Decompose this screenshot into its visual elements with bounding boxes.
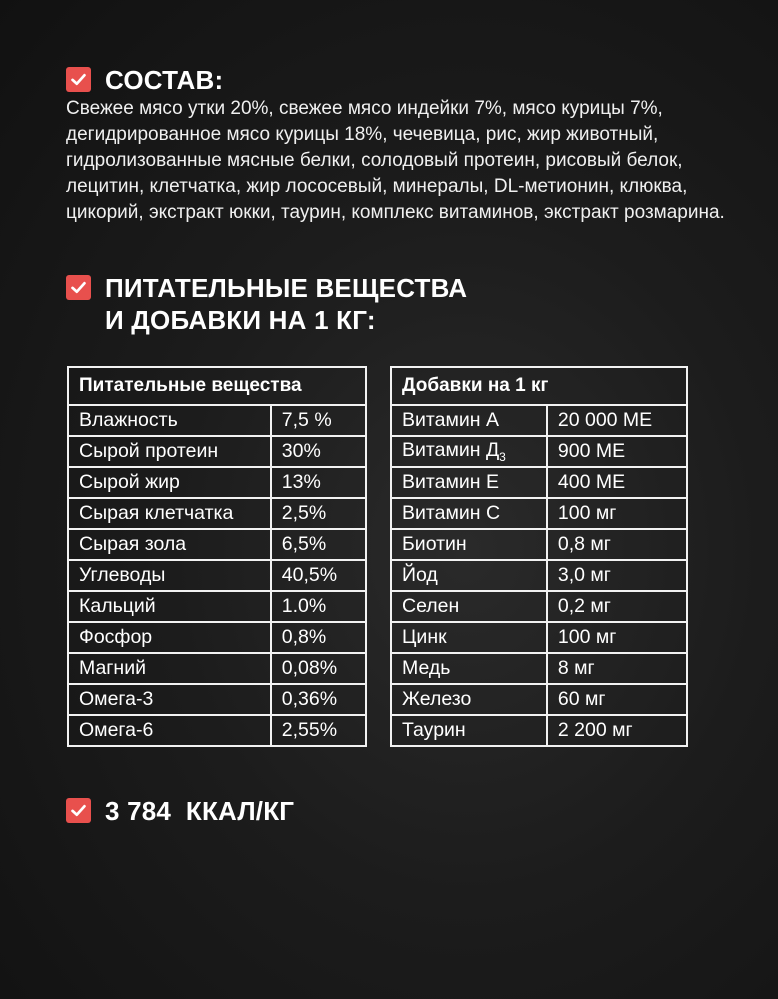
table-row [68, 436, 366, 467]
row-value: 2 200 мг [547, 715, 687, 746]
row-value: 100 мг [547, 622, 687, 653]
table-row [68, 684, 366, 715]
table-row [68, 529, 366, 560]
row-name [391, 715, 547, 746]
row-name-text: Таурин [402, 719, 466, 741]
row-name-text: Кальций [79, 595, 156, 617]
row-value: 2,5% [271, 498, 366, 529]
table-row [68, 622, 366, 653]
row-value: 100 мг [547, 498, 687, 529]
row-name-text: Магний [79, 657, 146, 679]
checkmark-icon [66, 798, 91, 823]
nutrients-heading [66, 272, 467, 336]
row-name [68, 715, 271, 746]
composition-text: Свежее мясо утки 20%, свежее мясо индейки 7%, мясо курицы 7%, дегидрированное мясо курицы 18%, чечевица, рис, жир животный, гидролизованные мясные белки, солодовый протеин, рисовый белок, лецитин, клетчатка, жир лососевый, минералы, DL-метионин, клюква, цикорий, экстракт юкки, таурин, комплекс витаминов, экстракт розмарина. [66, 98, 725, 223]
additives-table-header-row [391, 367, 687, 405]
nutrients-table-header-row [68, 367, 366, 405]
table-row [391, 653, 687, 684]
table-row [391, 715, 687, 746]
row-value: 3,0 мг [547, 560, 687, 591]
nutrients-table-header: Питательные вещества [68, 367, 366, 405]
row-name-text: Витамин Д [402, 439, 500, 462]
row-value: 2,55% [271, 715, 366, 746]
row-name-text: Железо [402, 688, 472, 710]
row-name [68, 684, 271, 715]
row-name-text: Витамин С [402, 502, 501, 524]
energy-heading [66, 795, 294, 827]
row-name [391, 653, 547, 684]
composition-title: СОСТАВ: [105, 65, 224, 95]
row-name [391, 591, 547, 622]
row-name [391, 436, 547, 467]
row-name [68, 405, 271, 436]
row-value: 0,2 мг [547, 591, 687, 622]
row-value: 1.0% [271, 591, 366, 622]
table-row [391, 591, 687, 622]
row-value: 400 МЕ [547, 467, 687, 498]
row-value: 6,5% [271, 529, 366, 560]
table-row [391, 436, 687, 467]
row-name [68, 498, 271, 529]
row-name [391, 467, 547, 498]
table-row [391, 529, 687, 560]
table-row [68, 467, 366, 498]
row-name [68, 436, 271, 467]
row-name-text: Витамин Е [402, 471, 499, 493]
composition-heading [66, 64, 223, 96]
row-name [68, 467, 271, 498]
additives-table-header: Добавки на 1 кг [391, 367, 687, 405]
row-name-text: Фосфор [79, 626, 153, 648]
row-name [68, 653, 271, 684]
row-value: 0,36% [271, 684, 366, 715]
row-name-text: Сырая клетчатка [79, 502, 234, 524]
row-name-text: Влажность [79, 409, 178, 431]
row-name [391, 498, 547, 529]
row-name-text: Сырая зола [79, 533, 187, 555]
row-name [391, 622, 547, 653]
table-row [391, 467, 687, 498]
row-name-text: Медь [402, 657, 451, 679]
row-value: 60 мг [547, 684, 687, 715]
row-value: 0,08% [271, 653, 366, 684]
row-name-text: Цинк [402, 626, 447, 648]
table-row [391, 684, 687, 715]
table-row [391, 405, 687, 436]
energy-value: 3 784 ККАЛ/КГ [105, 796, 295, 826]
table-row [68, 405, 366, 436]
row-name-text: Селен [402, 595, 460, 617]
nutrients-title-line1: ПИТАТЕЛЬНЫЕ ВЕЩЕСТВА [105, 273, 468, 303]
row-name [391, 529, 547, 560]
table-row [68, 498, 366, 529]
row-value: 20 000 МЕ [547, 405, 687, 436]
row-name [68, 622, 271, 653]
row-name-text: Биотин [402, 533, 467, 555]
additives-table [390, 366, 688, 747]
row-name-text: Омега-3 [79, 688, 154, 710]
row-value: 30% [271, 436, 366, 467]
row-name [391, 405, 547, 436]
table-row [68, 560, 366, 591]
checkmark-icon [66, 67, 91, 92]
row-name-text: Йод [402, 564, 438, 586]
row-value: 40,5% [271, 560, 366, 591]
table-row [391, 560, 687, 591]
row-name-text: Омега-6 [79, 719, 154, 741]
checkmark-icon [66, 275, 91, 300]
row-name-text: Сырой протеин [79, 440, 219, 462]
table-row [68, 653, 366, 684]
row-value: 8 мг [547, 653, 687, 684]
row-value: 0,8% [271, 622, 366, 653]
row-name [68, 560, 271, 591]
row-name [68, 591, 271, 622]
row-value: 7,5 % [271, 405, 366, 436]
row-value: 900 МЕ [547, 436, 687, 467]
row-name-text: Витамин А [402, 409, 499, 431]
row-name-text: Углеводы [79, 564, 166, 586]
table-row [391, 498, 687, 529]
table-row [391, 622, 687, 653]
table-row [68, 715, 366, 746]
row-value: 0,8 мг [547, 529, 687, 560]
table-row [68, 591, 366, 622]
row-value: 13% [271, 467, 366, 498]
row-name-subscript: 3 [499, 449, 506, 464]
row-name [391, 560, 547, 591]
row-name-text: Сырой жир [79, 471, 180, 493]
nutrients-table [67, 366, 367, 747]
row-name [68, 529, 271, 560]
nutrients-title [105, 272, 467, 336]
nutrients-title-line2: И ДОБАВКИ НА 1 КГ: [105, 305, 376, 335]
row-name [391, 684, 547, 715]
